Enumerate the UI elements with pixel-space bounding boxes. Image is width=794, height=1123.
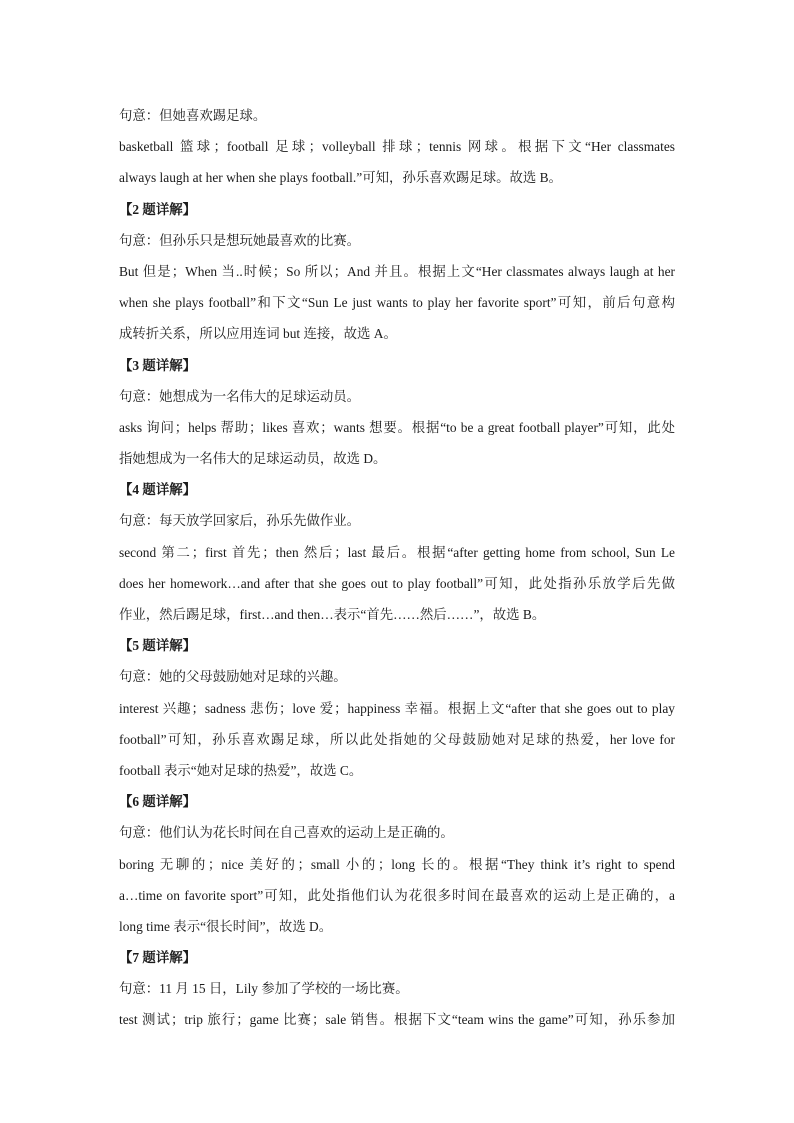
question-heading: 【6 题详解】 xyxy=(119,794,196,810)
explanation-line: does her homework…and after that she goes out to play football”可知，此处指孙乐放学后先做 xyxy=(119,575,675,591)
explanation-line: 成转折关系，所以应用连词 but 连接，故选 A。 xyxy=(119,326,397,342)
question-heading: 【4 题详解】 xyxy=(119,482,196,498)
question-heading: 【2 题详解】 xyxy=(119,201,196,217)
explanation-line: 作业，然后踢足球，first…and then…表示“首先……然后……”，故选 B。 xyxy=(119,607,546,622)
question-heading: 【3 题详解】 xyxy=(119,357,196,373)
sentence-meaning: 句意：但孙乐只是想玩她最喜欢的比赛。 xyxy=(119,232,361,248)
explanation-line: 指她想成为一名伟大的足球运动员，故选 D。 xyxy=(119,451,387,467)
question-heading: 【5 题详解】 xyxy=(119,638,196,654)
sentence-meaning: 句意：11 月 15 日，Lily 参加了学校的一场比赛。 xyxy=(119,981,409,997)
explanation-line: basketball 篮球；football 足球；volleyball 排球；tennis 网球。根据下文“Her classmates xyxy=(119,139,675,155)
question-heading: 【7 题详解】 xyxy=(119,950,196,966)
sentence-meaning: 句意：他们认为花长时间在自己喜欢的运动上是正确的。 xyxy=(119,825,454,841)
explanation-line: long time 表示“很长时间”，故选 D。 xyxy=(119,918,333,934)
explanation-line: interest 兴趣；sadness 悲伤；love 爱；happiness 幸福。根据上文“after that she goes out to play xyxy=(119,700,675,716)
explanation-line: football”可知，孙乐喜欢踢足球，所以此处指她的父母鼓励她对足球的热爱，her love for xyxy=(119,731,675,747)
sentence-meaning: 句意：但她喜欢踢足球。 xyxy=(119,108,267,123)
sentence-meaning: 句意：她想成为一名伟大的足球运动员。 xyxy=(119,388,361,404)
explanation-line: when she plays football”和下文“Sun Le just wants to play her favorite sport”可知，前后句意构 xyxy=(119,295,675,311)
explanation-line: football 表示“她对足球的热爱”，故选 C。 xyxy=(119,762,363,778)
explanation-line: But 但是；When 当..时候；So 所以；And 并且。根据上文“Her classmates always laugh at her xyxy=(119,263,675,279)
sentence-meaning: 句意：每天放学回家后，孙乐先做作业。 xyxy=(119,513,361,529)
explanation-line: boring 无聊的；nice 美好的；small 小的；long 长的。根据“They think it’s right to spend xyxy=(119,856,675,872)
sentence-meaning: 句意：她的父母鼓励她对足球的兴趣。 xyxy=(119,669,347,685)
explanation-line: a…time on favorite sport”可知，此处指他们认为花很多时间在最喜欢的运动上是正确的，a xyxy=(119,887,675,903)
answer-explanation-text xyxy=(119,100,675,1036)
explanation-line: second 第二；first 首先；then 然后；last 最后。根据“after getting home from school, Sun Le xyxy=(119,544,675,560)
explanation-line: always laugh at her when she plays football.”可知，孙乐喜欢踢足球。故选 B。 xyxy=(119,170,562,186)
explanation-line: test 测试；trip 旅行；game 比赛；sale 销售。根据下文“team wins the game”可知，孙乐参加 xyxy=(119,1012,675,1028)
explanation-line: asks 询问；helps 帮助；likes 喜欢；wants 想要。根据“to be a great football player”可知，此处 xyxy=(119,419,675,435)
